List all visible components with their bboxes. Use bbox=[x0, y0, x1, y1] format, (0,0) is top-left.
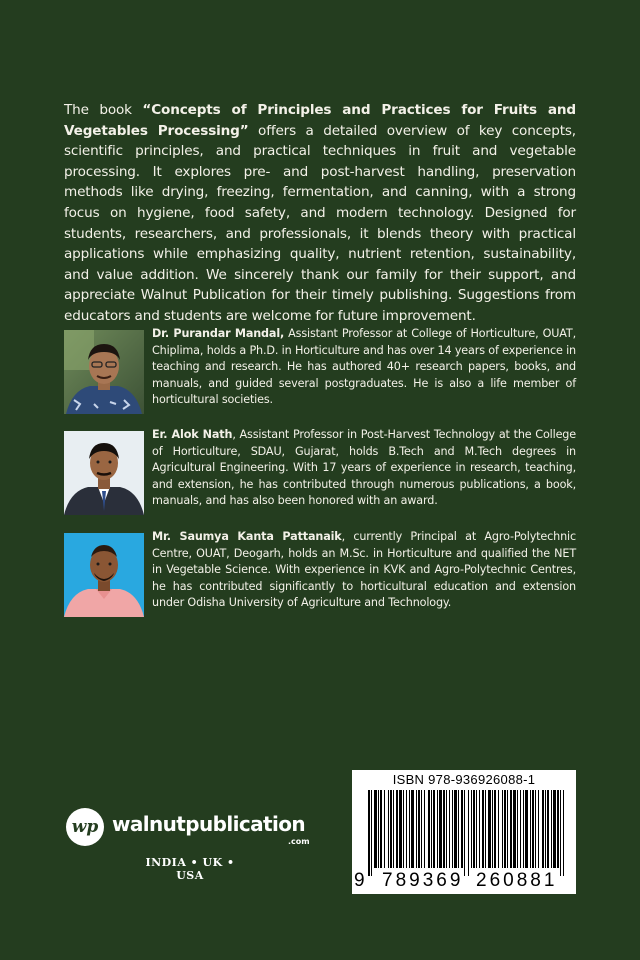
barcode-bar bbox=[492, 790, 493, 868]
barcode-bar bbox=[439, 790, 442, 868]
author-bio-3: Mr. Saumya Kanta Pattanaik, currently Principal at Agro-Polytechnic Centre, OUAT, Deogarh, holds an M.Sc. in Horticulture and qualified the NET in Vegetable Science. With experience in KVK and Agro-Polytechnic Centres, he has contributed significantly to horticultural education and extension under Odisha University of Agriculture and Technology. bbox=[152, 530, 576, 610]
barcode-bar bbox=[446, 790, 447, 868]
barcode-bar bbox=[560, 790, 561, 876]
publisher-name: walnutpublication bbox=[112, 812, 305, 836]
barcode-bar bbox=[535, 790, 536, 868]
description-body: offers a detailed overview of key concepts, scientific principles, and practical techniques in fruit and vegetable processing. It explores pre- and post-harvest handling, preservation methods like drying, freezing, fermentation, and canning, with a strong focus on hygiene, food safety, and modern technology. Designed for students, researchers, and professionals, it blends theory with practical applications while emphasizing quality, nutrient retention, sustainability, and value addition. We sincerely thank our family for their support, and appreciate Walnut Publication for their timely publishing. Suggestions from educators and students are welcome for future improvement. bbox=[64, 122, 576, 324]
barcode-bar bbox=[510, 790, 512, 868]
author-bio-2: Er. Alok Nath, Assistant Professor in Post-Harvest Technology at the College of Horticulture, SDAU, Gujarat, holds B.Tech and M.Tech degrees in Agricultural Engineering. With 17 years of experience in research, teaching, and extension, he has contributed through numerous publications, a book, manuals, and has also been honored with an award. bbox=[152, 428, 576, 508]
barcode-bar bbox=[471, 790, 472, 868]
barcode-digit-group-3: 260881 bbox=[476, 870, 558, 891]
barcode-bar bbox=[473, 790, 475, 868]
barcode-bar bbox=[513, 790, 516, 868]
book-description bbox=[64, 100, 576, 327]
author-bio-1: Dr. Purandar Mandal, Assistant Professor at College of Horticulture, OUAT, Chiplima, holds a Ph.D. in Horticulture and has over 14 years of experience in teaching and research. He has authored 40+ research papers, books, and manuals, and guided several postgraduates. He is also a life member of horticultural societies. bbox=[152, 327, 576, 407]
barcode-bar bbox=[390, 790, 392, 868]
barcode-bar bbox=[452, 790, 453, 868]
barcode-bar bbox=[443, 790, 445, 868]
author-photo-2 bbox=[64, 431, 144, 515]
barcode-bar bbox=[488, 790, 491, 868]
barcode-bar bbox=[371, 790, 372, 876]
author-photo-1 bbox=[64, 330, 144, 414]
barcode-bar bbox=[468, 790, 469, 876]
barcode-bar bbox=[384, 790, 385, 868]
author-card-3 bbox=[64, 530, 576, 623]
barcode-bar bbox=[461, 790, 463, 868]
barcode-bar bbox=[388, 790, 389, 868]
barcode-bar bbox=[428, 790, 430, 868]
barcode-bar bbox=[399, 790, 402, 868]
author-photo-3 bbox=[64, 533, 144, 617]
barcode-bar bbox=[433, 790, 435, 868]
barcode-bar bbox=[547, 790, 549, 868]
barcode-bar bbox=[542, 790, 544, 868]
barcode-bar bbox=[494, 790, 496, 868]
barcode-bar bbox=[530, 790, 531, 868]
barcode-bar bbox=[368, 790, 370, 876]
barcode-bar bbox=[449, 790, 450, 868]
book-title: “Concepts of Principles and Practices for Fruits and Vegetables Processing” bbox=[64, 102, 576, 139]
walnut-logo-icon: wp bbox=[66, 808, 104, 846]
barcode-bar bbox=[498, 790, 499, 868]
barcode-bar bbox=[409, 790, 410, 868]
barcode-bar bbox=[411, 790, 414, 868]
barcode-bar bbox=[380, 790, 382, 868]
barcode-bar bbox=[532, 790, 534, 868]
barcode-bar bbox=[464, 790, 465, 876]
barcode-bar bbox=[517, 790, 518, 868]
barcode-bar bbox=[545, 790, 546, 868]
barcode-bar bbox=[538, 790, 539, 868]
barcode-bar bbox=[421, 790, 422, 868]
publisher-countries: INDIA • UK • USA bbox=[145, 856, 235, 882]
barcode-bar bbox=[485, 790, 486, 868]
barcode-bar bbox=[520, 790, 521, 868]
author-card-1 bbox=[64, 327, 576, 420]
barcode-bar bbox=[393, 790, 394, 868]
barcode-bar bbox=[458, 790, 459, 868]
barcode-bars bbox=[368, 790, 564, 876]
barcode-bar bbox=[406, 790, 407, 868]
barcode-bar bbox=[504, 790, 506, 868]
barcode-bar bbox=[553, 790, 556, 868]
barcode-bar bbox=[454, 790, 457, 868]
barcode-bar bbox=[507, 790, 508, 868]
author-name-2: Er. Alok Nath bbox=[152, 428, 233, 441]
barcode-bar bbox=[476, 790, 477, 868]
barcode-bar bbox=[563, 790, 564, 876]
barcode-bar bbox=[437, 790, 438, 868]
author-card-2 bbox=[64, 428, 576, 521]
barcode-digit-group-1: 9 bbox=[354, 870, 365, 891]
barcode-bar bbox=[403, 790, 404, 868]
barcode-bar bbox=[424, 790, 425, 868]
author-name-3: Mr. Saumya Kanta Pattanaik bbox=[152, 530, 342, 543]
publisher-logo bbox=[66, 808, 326, 882]
isbn-barcode bbox=[352, 770, 576, 894]
barcode-bar bbox=[418, 790, 420, 868]
barcode-bar bbox=[502, 790, 503, 868]
author-name-1: Dr. Purandar Mandal, bbox=[152, 327, 285, 340]
isbn-label: ISBN 978-936926088-1 bbox=[392, 772, 536, 787]
barcode-bar bbox=[551, 790, 552, 868]
barcode-bar bbox=[378, 790, 379, 868]
barcode-bar bbox=[525, 790, 528, 868]
publisher-domain: .com bbox=[288, 837, 310, 846]
barcode-bar bbox=[431, 790, 432, 868]
barcode-bar bbox=[479, 790, 480, 868]
barcode-bar bbox=[482, 790, 484, 868]
barcode-bar bbox=[557, 790, 559, 868]
barcode-bar bbox=[416, 790, 417, 868]
description-lead: The book bbox=[64, 102, 143, 118]
barcode-digit-group-2: 789369 bbox=[382, 870, 464, 891]
barcode-bar bbox=[396, 790, 398, 868]
barcode-bar bbox=[374, 790, 377, 868]
barcode-bar bbox=[523, 790, 524, 868]
